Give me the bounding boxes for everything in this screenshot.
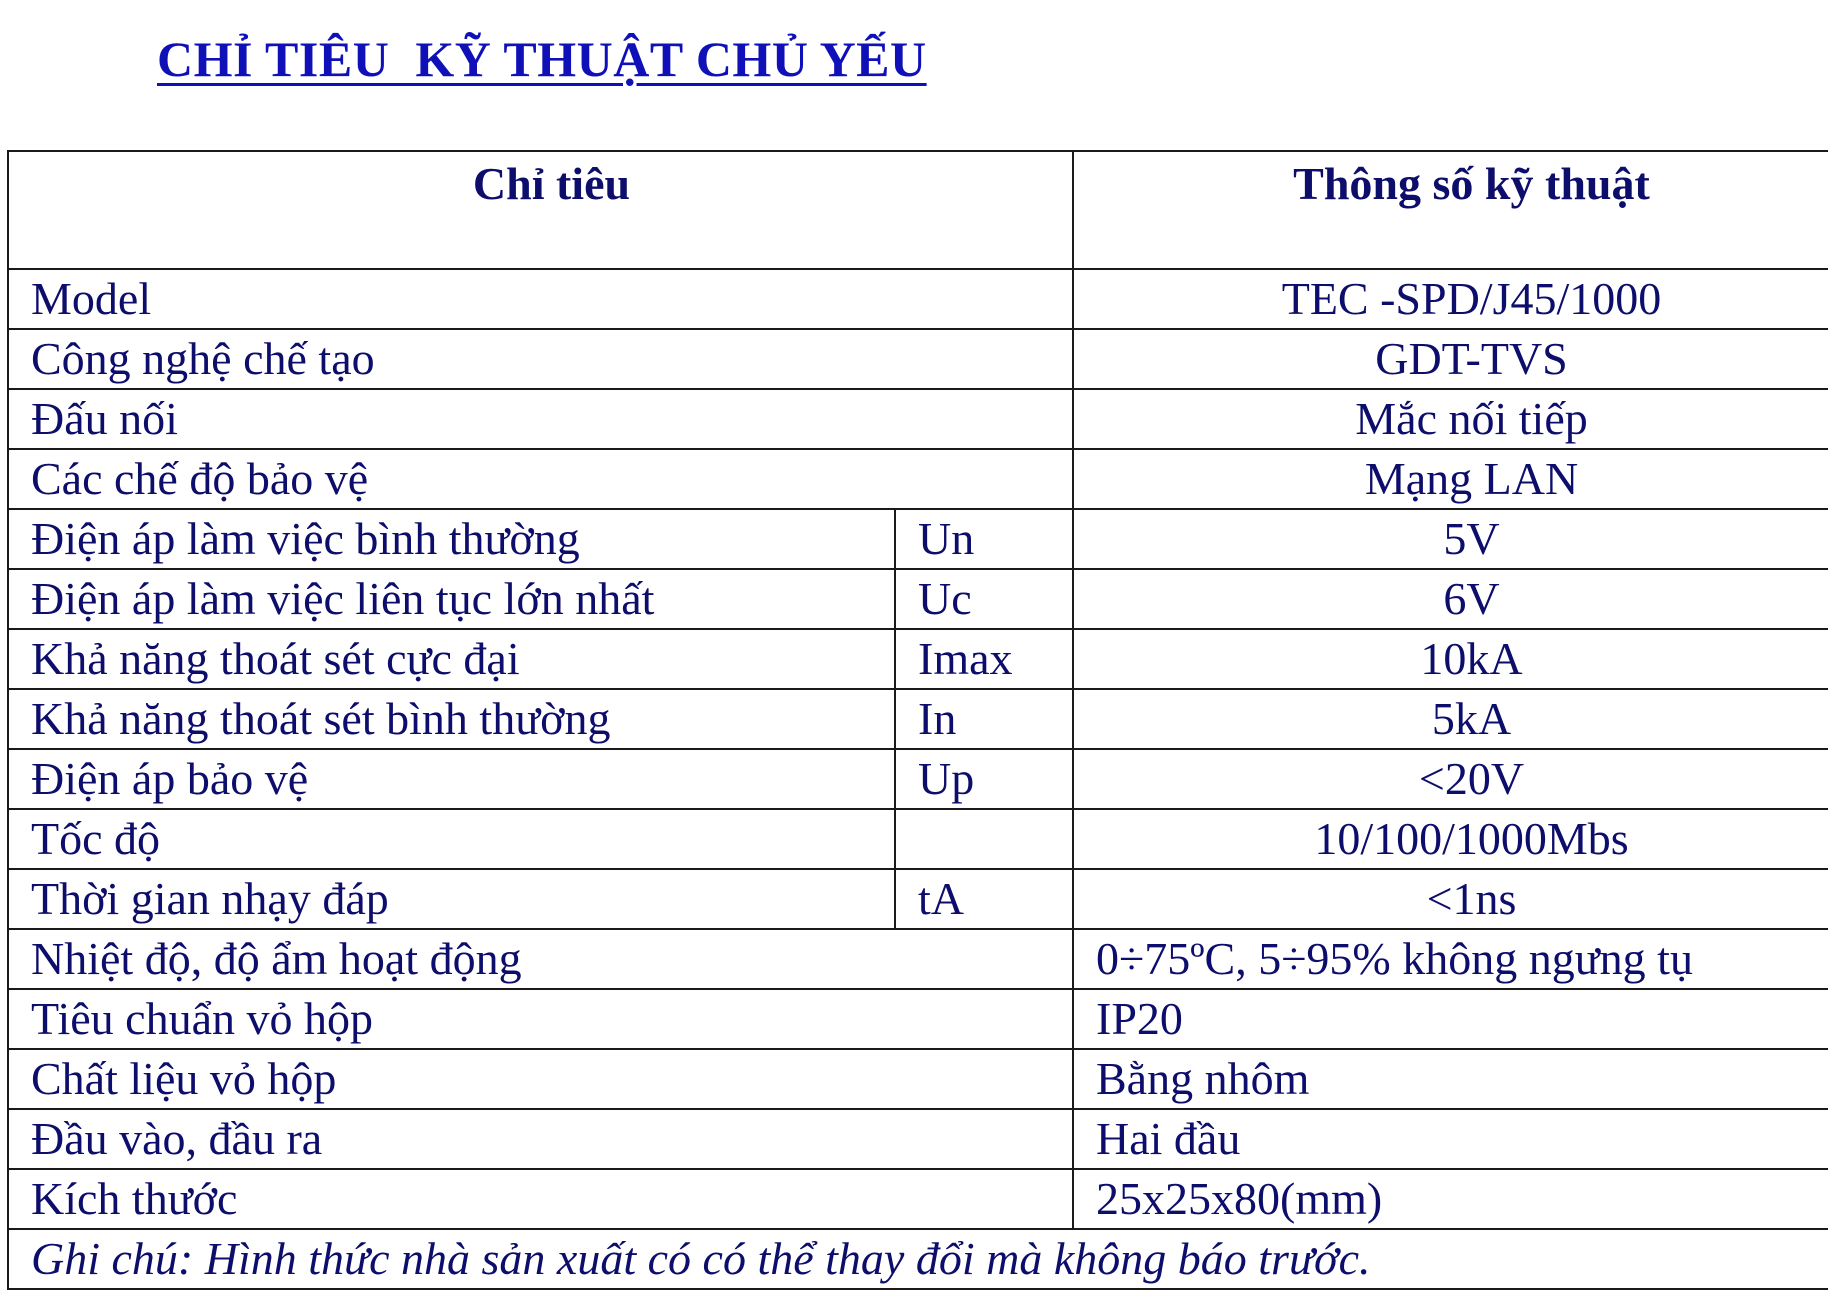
row-symbol: [895, 809, 1073, 869]
spec-table-body: [8, 269, 1828, 1229]
row-symbol: tA: [895, 869, 1073, 929]
row-label: Đấu nối: [8, 389, 1073, 449]
row-label: Đầu vào, đầu ra: [8, 1109, 1073, 1169]
header-row: [8, 151, 1828, 269]
row-value: GDT-TVS: [1073, 329, 1828, 389]
row-value: Mạng LAN: [1073, 449, 1828, 509]
table-row: [8, 929, 1828, 989]
table-row: [8, 1049, 1828, 1109]
row-value: <20V: [1073, 749, 1828, 809]
row-value: 5V: [1073, 509, 1828, 569]
table-row: [8, 629, 1828, 689]
row-value: 25x25x80(mm): [1073, 1169, 1828, 1229]
row-symbol: Uc: [895, 569, 1073, 629]
row-value: Hai đầu: [1073, 1109, 1828, 1169]
row-label: Kích thước: [8, 1169, 1073, 1229]
row-label: Thời gian nhạy đáp: [8, 869, 895, 929]
table-row: [8, 689, 1828, 749]
row-symbol: Un: [895, 509, 1073, 569]
table-row: [8, 749, 1828, 809]
row-value: 10/100/1000Mbs: [1073, 809, 1828, 869]
table-row: [8, 989, 1828, 1049]
row-label: Tốc độ: [8, 809, 895, 869]
row-symbol: Imax: [895, 629, 1073, 689]
table-row: [8, 389, 1828, 449]
row-label: Model: [8, 269, 1073, 329]
table-row: [8, 809, 1828, 869]
table-row: [8, 1109, 1828, 1169]
row-value: 6V: [1073, 569, 1828, 629]
row-symbol: In: [895, 689, 1073, 749]
row-value: <1ns: [1073, 869, 1828, 929]
row-value: Bằng nhôm: [1073, 1049, 1828, 1109]
row-label: Nhiệt độ, độ ẩm hoạt động: [8, 929, 1073, 989]
row-label: Các chế độ bảo vệ: [8, 449, 1073, 509]
row-value: TEC -SPD/J45/1000: [1073, 269, 1828, 329]
page-title: CHỈ TIÊU KỸ THUẬT CHỦ YẾU: [157, 31, 927, 87]
table-row: [8, 329, 1828, 389]
table-row: [8, 449, 1828, 509]
table-row: [8, 1169, 1828, 1229]
spec-table: [7, 150, 1828, 1290]
row-value: Mắc nối tiếp: [1073, 389, 1828, 449]
row-label: Điện áp bảo vệ: [8, 749, 895, 809]
row-label: Khả năng thoát sét bình thường: [8, 689, 895, 749]
table-row: [8, 569, 1828, 629]
header-indicator: Chỉ tiêu: [8, 151, 1073, 269]
row-symbol: Up: [895, 749, 1073, 809]
row-label: Chất liệu vỏ hộp: [8, 1049, 1073, 1109]
row-value: 10kA: [1073, 629, 1828, 689]
table-row: [8, 869, 1828, 929]
row-label: Công nghệ chế tạo: [8, 329, 1073, 389]
row-label: Khả năng thoát sét cực đại: [8, 629, 895, 689]
row-value: 0÷75ºC, 5÷95% không ngưng tụ: [1073, 929, 1828, 989]
row-label: Tiêu chuẩn vỏ hộp: [8, 989, 1073, 1049]
table-row: [8, 269, 1828, 329]
row-value: 5kA: [1073, 689, 1828, 749]
note-row: [8, 1229, 1828, 1289]
row-label: Điện áp làm việc liên tục lớn nhất: [8, 569, 895, 629]
row-label: Điện áp làm việc bình thường: [8, 509, 895, 569]
header-spec: Thông số kỹ thuật: [1073, 151, 1828, 269]
row-value: IP20: [1073, 989, 1828, 1049]
note-text: Ghi chú: Hình thức nhà sản xuất có có thể thay đổi mà không báo trước.: [8, 1229, 1828, 1289]
table-row: [8, 509, 1828, 569]
